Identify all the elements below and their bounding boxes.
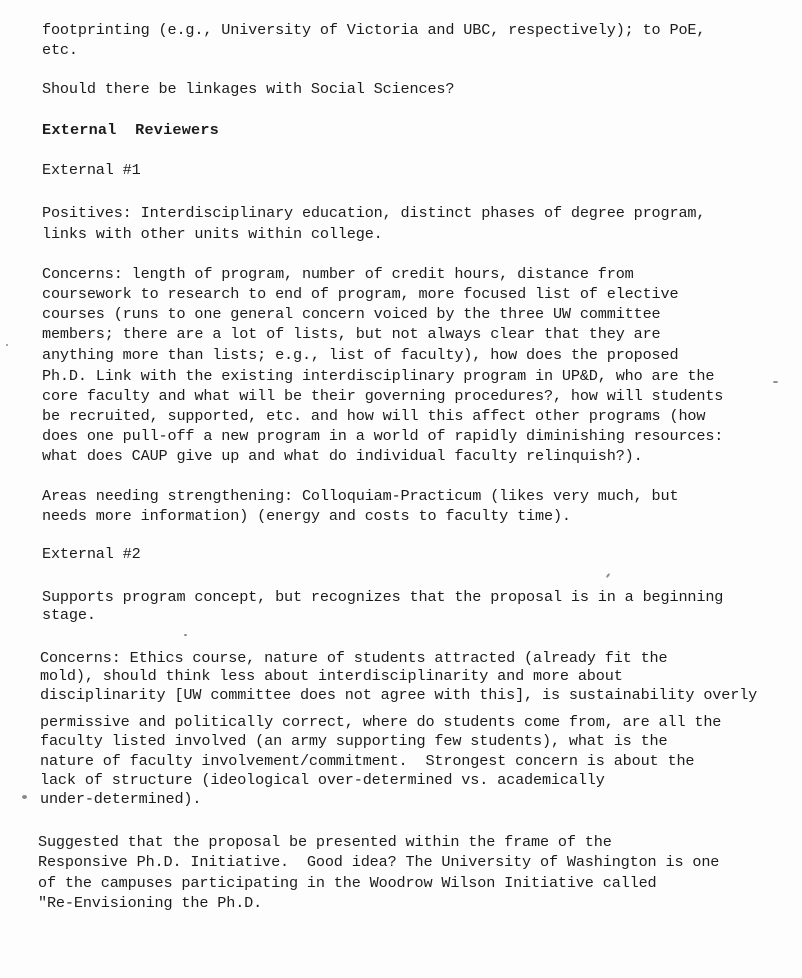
concerns1-line-10: what does CAUP give up and what do individual faculty relinquish?). [42,447,643,465]
scan-speck [773,381,778,383]
suggested-line-2: Responsive Ph.D. Initiative. Good idea? The University of Washington is one [38,853,720,871]
scan-speck [22,795,27,799]
concerns1-line-3: courses (runs to one general concern voiced by the three UW committee [42,305,661,323]
scan-speck [606,573,611,578]
scan-speck [184,634,187,636]
external-reviewers-heading: External Reviewers [42,121,219,139]
concerns1-line-7: core faculty and what will be their governing procedures?, how will students [42,387,724,405]
concerns2-line-4: permissive and politically correct, where do students come from, are all the [40,713,722,731]
concerns2-line-3: disciplinarity [UW committee does not agree with this], is sustainability overly [40,686,758,704]
concerns2-line-1: Concerns: Ethics course, nature of students attracted (already fit the [40,649,668,667]
concerns1-line-5: anything more than lists; e.g., list of faculty), how does the proposed [42,346,679,364]
intro-line-2: etc. [42,41,78,59]
concerns2-line-8: under-determined). [40,790,202,808]
concerns1-line-9: does one pull-off a new program in a world of rapidly diminishing resources: [42,427,724,445]
external-2-label: External #2 [42,545,141,563]
concerns2-line-2: mold), should think less about interdisciplinarity and more about [40,667,623,685]
concerns2-line-7: lack of structure (ideological over-determined vs. academically [40,771,605,789]
concerns2-line-6: nature of faculty involvement/commitment. Strongest concern is about the [40,752,695,770]
supports-line-1: Supports program concept, but recognizes that the proposal is in a beginning [42,588,724,606]
positives-line-1: Positives: Interdisciplinary education, distinct phases of degree program, [42,204,706,222]
supports-line-2: stage. [42,606,96,624]
concerns1-line-6: Ph.D. Link with the existing interdisciplinary program in UP&D, who are the [42,367,715,385]
concerns1-line-8: be recruited, supported, etc. and how will this affect other programs (how [42,407,706,425]
concerns1-line-1: Concerns: length of program, number of credit hours, distance from [42,265,634,283]
concerns1-line-4: members; there are a lot of lists, but not always clear that they are [42,325,661,343]
concerns2-line-5: faculty listed involved (an army supporting few students), what is the [40,732,668,750]
suggested-line-4: "Re-Envisioning the Ph.D. [38,894,263,912]
social-sciences-question: Should there be linkages with Social Sciences? [42,80,455,98]
areas-line-1: Areas needing strengthening: Colloquiam-Practicum (likes very much, but [42,487,679,505]
concerns1-line-2: coursework to research to end of program, more focused list of elective [42,285,679,303]
scan-speck [6,344,8,346]
intro-line-1: footprinting (e.g., University of Victoria and UBC, respectively); to PoE, [42,21,706,39]
positives-line-2: links with other units within college. [42,225,383,243]
suggested-line-3: of the campuses participating in the Woodrow Wilson Initiative called [38,874,657,892]
external-1-label: External #1 [42,161,141,179]
areas-line-2: needs more information) (energy and costs to faculty time). [42,507,571,525]
suggested-line-1: Suggested that the proposal be presented within the frame of the [38,833,612,851]
